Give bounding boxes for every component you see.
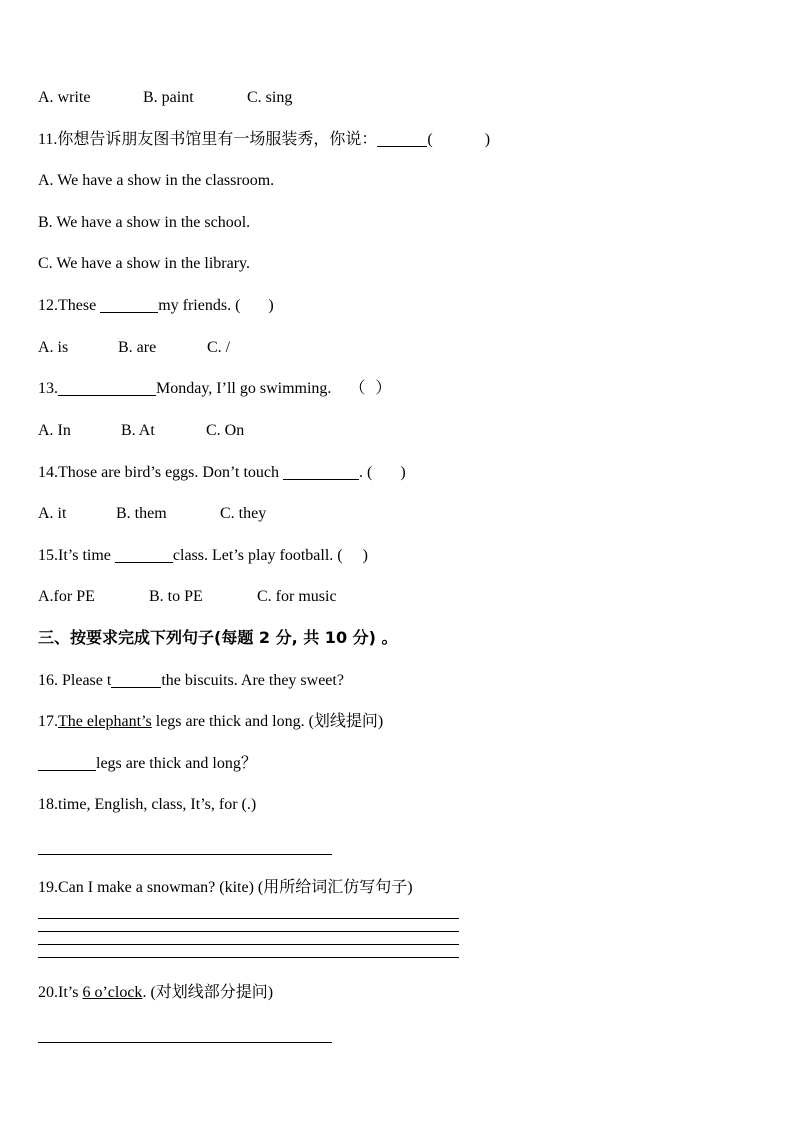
q12-text-after: my friends. (: [158, 297, 241, 314]
section-3-title: 三、按要求完成下列句子(每题 2 分, 共 10 分) 。: [38, 628, 398, 647]
q12-option-b: B. are: [118, 339, 157, 356]
q13-question: [38, 379, 391, 399]
q18-question: 18.time, English, class, It’s, for (.): [38, 796, 257, 813]
q20-answer-line[interactable]: [38, 1042, 332, 1043]
q20-text-after: . (对划线部分提问): [142, 984, 274, 1001]
q12-paren-close: ): [268, 297, 274, 314]
q11-paren-open: (: [427, 131, 433, 148]
q13-options: [38, 421, 244, 441]
q16-question: [38, 671, 344, 691]
q19-question: 19.Can I make a snowman? (kite) (用所给词汇仿写句子): [38, 879, 413, 896]
q11-blank[interactable]: [377, 130, 427, 147]
q12-option-a: A. is: [38, 339, 69, 356]
q20-text-before: 20.It’s: [38, 984, 83, 1001]
q16-blank[interactable]: [111, 671, 161, 688]
q13-text-before: 13.: [38, 380, 58, 397]
q13-paren-open: （: [349, 380, 366, 397]
q14-option-c: C. they: [220, 505, 267, 522]
q11-option-a: A. We have a show in the classroom.: [38, 172, 275, 189]
q10-options: [38, 88, 292, 108]
q20-underlined-phrase: 6 o’clock: [82, 984, 143, 1001]
q13-text-after: Monday, I’ll go swimming.: [156, 380, 332, 397]
q11-option-b: B. We have a show in the school.: [38, 214, 251, 231]
q10-option-c: C. sing: [247, 89, 293, 106]
q17-question: [38, 712, 383, 732]
q12-question: [38, 296, 274, 316]
q17-answer-line: [38, 754, 257, 774]
q11-prompt: 11.你想告诉朋友图书馆里有一场服装秀，你说：: [38, 131, 378, 148]
q14-option-a: A. it: [38, 505, 67, 522]
q12-option-c: C. /: [207, 339, 231, 356]
q14-question: [38, 463, 406, 483]
q19-answer-line-2[interactable]: [38, 931, 459, 932]
q10-option-b: B. paint: [143, 89, 194, 106]
q16-text-after: the biscuits. Are they sweet?: [161, 672, 344, 689]
q11-question: [38, 130, 490, 150]
q18-answer-line[interactable]: [38, 854, 332, 855]
q12-options: [38, 338, 230, 358]
q12-text-before: 12.These: [38, 297, 101, 314]
q15-blank[interactable]: [115, 546, 173, 563]
q13-option-b: B. At: [121, 422, 155, 439]
q14-paren-close: ): [400, 464, 406, 481]
q15-text-after: class. Let’s play football. (: [172, 547, 343, 564]
q11-option-c: C. We have a show in the library.: [38, 255, 250, 272]
q17-text-rest: legs are thick and long. (划线提问): [151, 713, 384, 730]
q12-blank[interactable]: [100, 296, 158, 313]
q15-question: [38, 546, 368, 566]
q15-options: [38, 587, 337, 607]
q11-paren-close: ): [484, 131, 491, 148]
q13-paren-close: ）: [375, 380, 392, 397]
q14-text-before: 14.Those are bird’s eggs. Don’t touch: [38, 464, 283, 481]
q15-paren-close: ): [362, 547, 368, 564]
q15-option-a: A.for PE: [38, 588, 95, 605]
q14-option-b: B. them: [116, 505, 167, 522]
q19-answer-line-1[interactable]: [38, 918, 459, 919]
q17-answer-text: legs are thick and long？: [96, 755, 257, 772]
q13-option-a: A. In: [38, 422, 71, 439]
q15-option-b: B. to PE: [149, 588, 203, 605]
q15-text-before: 15.It’s time: [38, 547, 115, 564]
q14-blank[interactable]: [283, 463, 359, 480]
q10-option-a: A. write: [38, 89, 91, 106]
q19-answer-line-4[interactable]: [38, 957, 459, 958]
q17-blank[interactable]: [38, 754, 96, 771]
q17-number: 17.: [38, 713, 58, 730]
q17-underlined-phrase: The elephant’s: [58, 713, 152, 730]
q16-text-before: 16. Please t: [38, 672, 112, 689]
q19-answer-line-3[interactable]: [38, 944, 459, 945]
q14-text-after: . (: [359, 464, 373, 481]
q15-option-c: C. for music: [257, 588, 337, 605]
q20-question: [38, 983, 273, 1003]
q14-options: [38, 504, 266, 524]
q13-blank[interactable]: [58, 379, 156, 396]
q13-option-c: C. On: [206, 422, 245, 439]
